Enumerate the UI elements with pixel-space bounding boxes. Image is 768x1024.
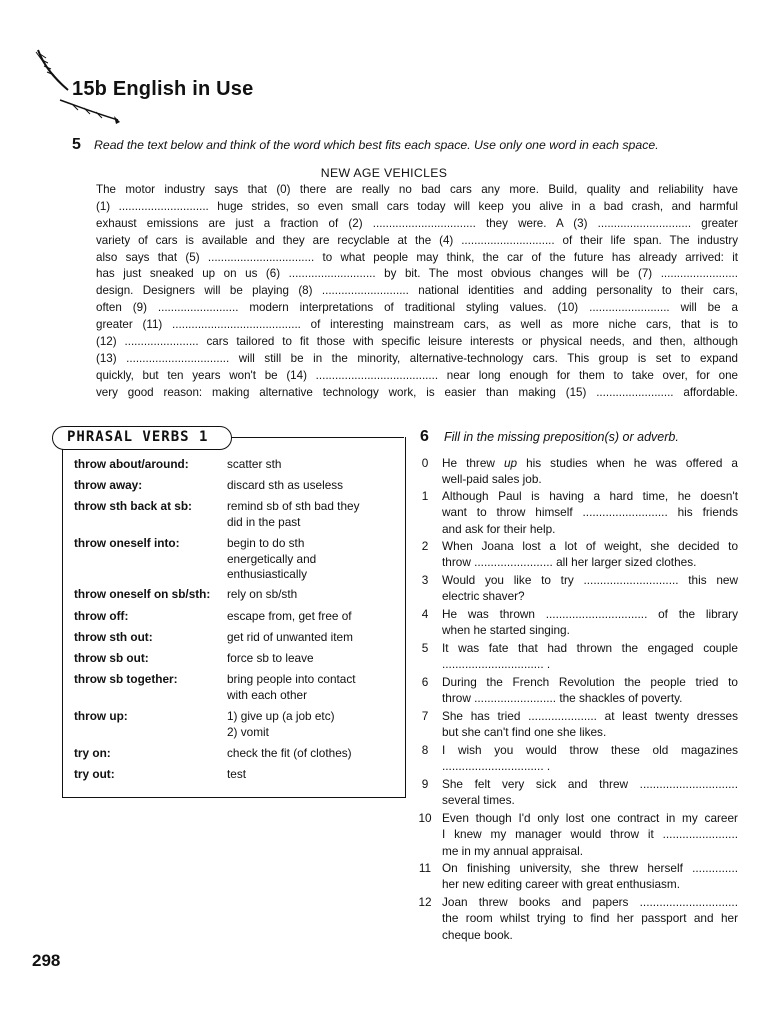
- item-number: 0: [421, 456, 429, 470]
- phrasal-verb: throw up:: [74, 709, 128, 723]
- passage-line: design. Designers will be playing (8) ........................... national identities and adding personality to their cars,: [96, 284, 738, 298]
- phrasal-verb: throw sth back at sb:: [74, 499, 192, 513]
- phrasal-verb: throw away:: [74, 478, 143, 492]
- item-text: She has tried ..................... at least twenty dresses but she can't find one she likes.: [442, 709, 738, 740]
- item-text: Would you like to try ............................. this new electric shaver?: [442, 573, 738, 604]
- passage-line: (12) ....................... cars tailored to fit those with specific leisure interests or physical needs, and then, although: [96, 335, 738, 349]
- item-number: 6: [421, 675, 429, 689]
- item-number: 7: [421, 709, 429, 723]
- phrasal-verbs-title: PHRASAL VERBS 1: [67, 429, 209, 445]
- phrasal-verb-meaning: bring people into contact with each other: [227, 672, 356, 702]
- unit-title: 15b English in Use: [72, 78, 254, 100]
- item-text: I wish you would throw these old magazines ............................... .: [442, 743, 738, 774]
- phrasal-verb-meaning: begin to do sth energetically and enthusiastically: [227, 536, 317, 581]
- phrasal-verb: throw about/around:: [74, 457, 189, 471]
- passage-line: very good reason: making alternative technology work, is easier than making (15) ........................ affordable.: [96, 385, 738, 399]
- item-number: 4: [421, 607, 429, 621]
- item-number: 2: [421, 539, 429, 553]
- phrasal-verb-meaning: test: [227, 767, 247, 781]
- phrasal-verb: throw oneself into:: [74, 536, 180, 550]
- passage-line: (13) ................................ will still be in the minority, alternative-technology cars. This group is set to expand: [96, 351, 738, 365]
- item-text: It was fate that had thrown the engaged couple ............................... .: [442, 641, 738, 672]
- phrasal-verb-meaning: discard sth as useless: [227, 478, 344, 492]
- passage-line: The motor industry says that (0) there are really no bad cars any more. Build, quality and reliability have: [96, 183, 738, 196]
- item-number: 11: [418, 861, 432, 875]
- phrasal-verb: try on:: [74, 746, 111, 760]
- item-text: On finishing university, she threw herself .............. her new editing career with great enthusiasm.: [442, 861, 738, 892]
- phrasal-verb: throw sb together:: [74, 672, 178, 686]
- passage-line: exhaust emissions are just a fraction of (2) ................................ they were. A (3) ............................. greater: [96, 216, 738, 230]
- passage-line: often (9) ......................... modern interpretations of traditional styling values. (10) ......................... will be a: [96, 301, 738, 315]
- item-number: 8: [421, 743, 429, 757]
- phrasal-verb-meaning: remind sb of sth bad they did in the past: [227, 499, 360, 529]
- passage-line: quickly, but ten years won't be (14) ...................................... near long enough for them to take over, for one: [96, 368, 738, 382]
- passage-title: NEW AGE VEHICLES: [320, 166, 448, 180]
- passage-line: variety of cars is available and they are recyclable at the (4) ............................. of their life span. The industry: [96, 233, 738, 247]
- item-text: Even though I'd only lost one contract in my career I knew my manager would throw it ....................... me in my annual appraisal.: [442, 811, 738, 858]
- phrasal-verb-meaning: escape from, get free of: [227, 609, 352, 623]
- item-number: 5: [421, 641, 429, 655]
- phrasal-verb: try out:: [74, 767, 115, 781]
- item-text: He threw up his studies when he was offered a well-paid sales job.: [442, 456, 738, 487]
- item-text: During the French Revolution the people tried to throw ......................... the shackles of poverty.: [442, 675, 738, 706]
- item-number: 9: [421, 777, 429, 791]
- item-text: Joan threw books and papers .............................. the room whilst trying to find her passport and her cheque book.: [442, 895, 738, 942]
- passage-line: has just sneaked up on us (6) ........................... by bit. The most obvious changes will be (7) ........................: [96, 267, 738, 281]
- phrasal-verb-meaning: check the fit (of clothes): [227, 746, 352, 760]
- phrasal-verb-meaning: force sb to leave: [227, 651, 314, 665]
- phrasal-verb-meaning: 1) give up (a job etc) 2) vomit: [227, 709, 335, 739]
- phrasal-verb: throw off:: [74, 609, 129, 623]
- item-text: Although Paul is having a hard time, he doesn't want to throw himself .......................... his friends and ask for their help.: [442, 489, 738, 536]
- phrasal-verb: throw oneself on sb/sth:: [74, 587, 211, 601]
- task-number: 5: [72, 136, 81, 153]
- phrasal-verb-meaning: rely on sb/sth: [227, 587, 298, 601]
- item-text: He was thrown ............................... of the library when he started singing.: [442, 607, 738, 638]
- phrasal-verb: throw sb out:: [74, 651, 149, 665]
- task-instruction: Read the text below and think of the word which best fits each space. Use only one word in each space.: [94, 138, 659, 152]
- item-text: When Joana lost a lot of weight, she decided to throw ........................ all her larger sized clothes.: [442, 539, 738, 570]
- phrasal-verbs-heading: [52, 426, 232, 450]
- passage-line: also says that (5) ................................. to what people may think, the car of the future has already arrived: it: [96, 250, 738, 264]
- phrasal-verb-meaning: scatter sth: [227, 457, 282, 471]
- phrasal-verb-meaning: get rid of unwanted item: [227, 630, 353, 644]
- item-number: 1: [421, 489, 429, 503]
- phrasal-verb: throw sth out:: [74, 630, 153, 644]
- cloze-passage: [96, 182, 738, 402]
- unit-header: [32, 48, 272, 138]
- item-number: 3: [421, 573, 429, 587]
- item-text: She felt very sick and threw .............................. several times.: [442, 777, 738, 808]
- passage-line: (1) ............................ huge strides, so even small cars today will keep you alive in a bad crash, and harmful: [96, 199, 738, 213]
- item-number: 12: [418, 895, 432, 909]
- passage-line: greater (11) ........................................ of interesting mainstream cars, as well as more niche cars, that is to: [96, 318, 738, 332]
- item-number: 10: [418, 811, 432, 825]
- page-number: 298: [32, 951, 61, 970]
- task-instruction: Fill in the missing preposition(s) or adverb.: [444, 430, 679, 444]
- task-number: 6: [420, 428, 429, 445]
